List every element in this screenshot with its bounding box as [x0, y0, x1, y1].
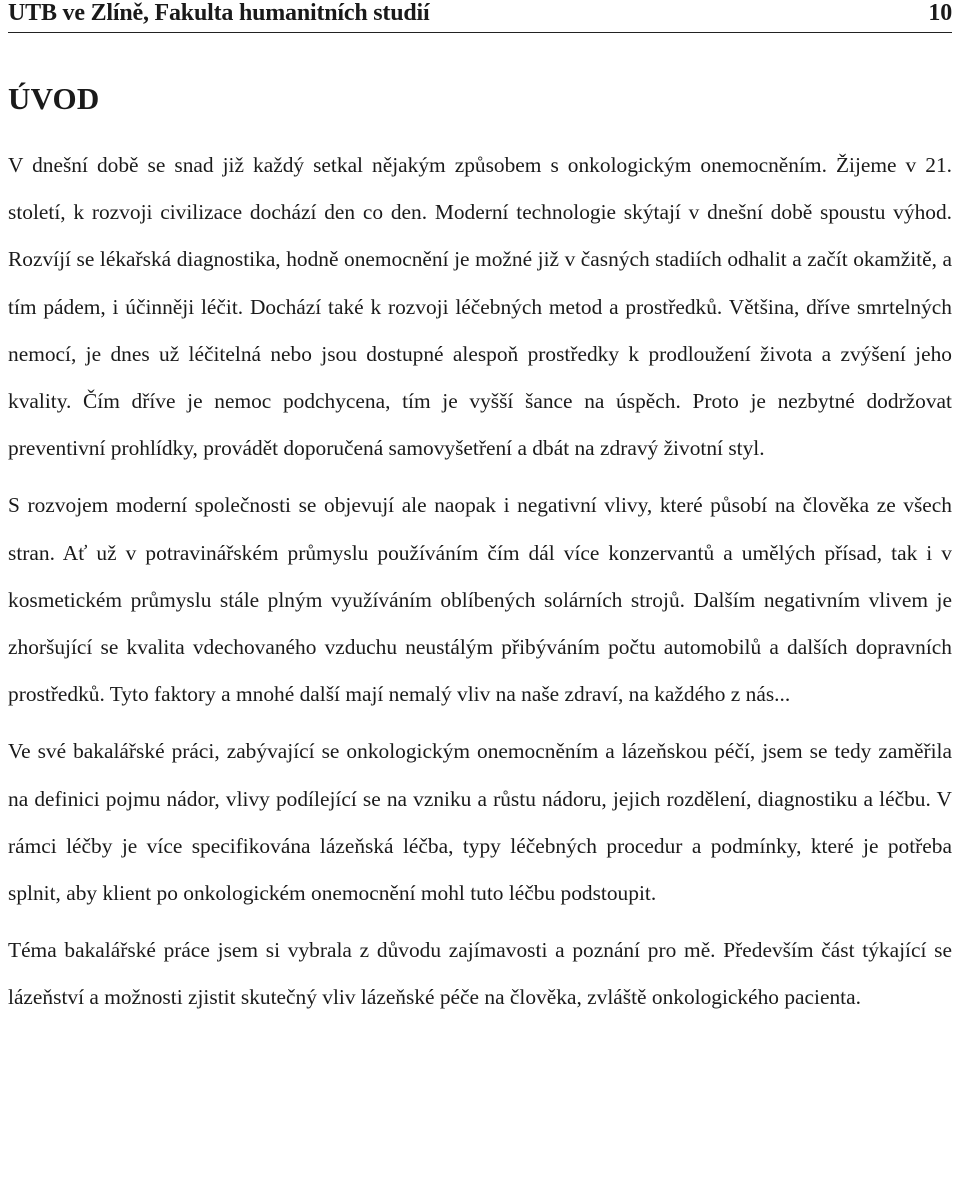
section-title: ÚVOD [8, 81, 100, 116]
paragraph-2: S rozvojem moderní společnosti se objevují ale naopak i negativní vlivy, které působí na člověka ze všech stran. Ať už v potravinářském průmyslu používáním čím dál více konzervantů a umělých přísad, tak i v kosmetickém průmyslu stále plným využíváním oblíbených solárních strojů. Dalším negativním vlivem je zhoršující se kvalita vdechovaného vzduchu neustálým přibýváním počtu automobilů a dalších dopravních prostředků. Tyto faktory a mnohé další mají nemalý vliv na naše zdraví, na každého z nás... [8, 493, 952, 707]
header-divider [8, 32, 952, 33]
body-text [8, 142, 952, 1022]
paragraph-3: Ve své bakalářské práci, zabývající se onkologickým onemocněním a lázeňskou péčí, jsem se tedy zaměřila na definici pojmu nádor, vlivy podílející se na vzniku a růstu nádoru, jejich rozdělení, diagnostiku a léčbu. V rámci léčby je více specifikována lázeňská léčba, typy léčebných procedur a podmínky, které je potřeba splnit, aby klient po onkologickém onemocnění mohl tuto léčbu podstoupit. [8, 739, 952, 906]
paragraph-4: Téma bakalářské práce jsem si vybrala z důvodu zajímavosti a poznání pro mě. Především část týkající se lázeňství a možnosti zjistit skutečný vliv lázeňské péče na člověka, zvláště onkologického pacienta. [8, 938, 952, 1010]
running-header [8, 0, 952, 30]
paragraph-1: V dnešní době se snad již každý setkal nějakým způsobem s onkologickým onemocněním. Žijeme v 21. století, k rozvoji civilizace dochází den co den. Moderní technologie skýtají v dnešní době spoustu výhod. Rozvíjí se lékařská diagnostika, hodně onemocnění je možné již v časných stadiích odhalit a začít okamžitě, a tím pádem, i účinněji léčit. Dochází také k rozvoji léčebných metod a prostředků. Většina, dříve smrtelných nemocí, je dnes už léčitelná nebo jsou dostupné alespoň prostředky k prodloužení života a zvýšení jeho kvality. Čím dříve je nemoc podchycena, tím je vyšší šance na úspěch. Proto je nezbytné dodržovat preventivní prohlídky, provádět doporučená samovyšetření a dbát na zdravý životní styl. [8, 153, 952, 461]
header-institution: UTB ve Zlíně, Fakulta humanitních studií [8, 0, 430, 26]
header-page-number: 10 [928, 0, 952, 26]
